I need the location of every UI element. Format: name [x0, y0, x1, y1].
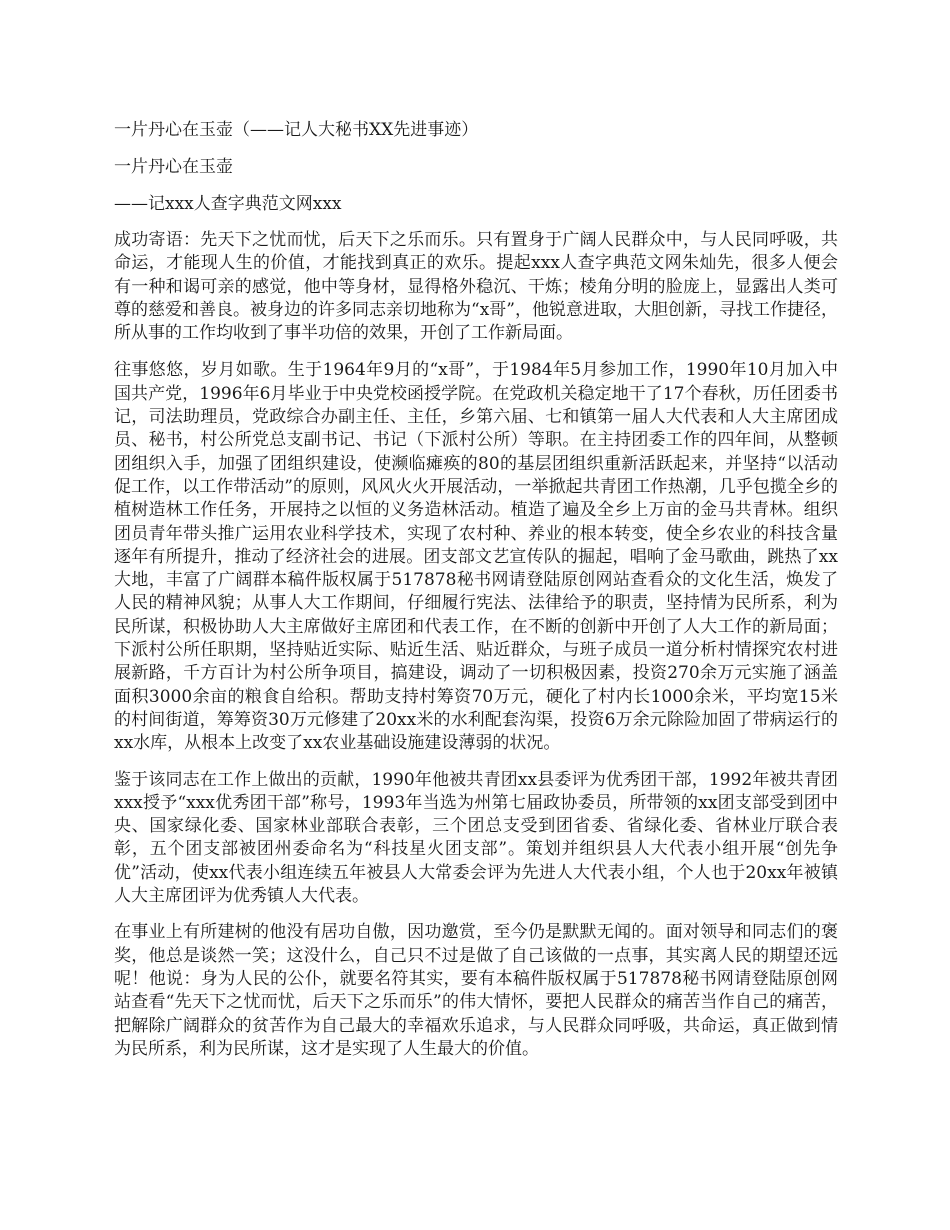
document-body: [114, 118, 838, 1074]
paragraph-values: 在事业上有所建树的他没有居功自傲，因功邀赏，至今仍是默默无闻的。面对领导和同志们的褒奖，他总是谈然一笑；这没什么，自己只不过是做了自己该做的一点事，其实离人民的期望还远呢！他说：身为人民的公仆，就要名符其实，要有本稿件版权属于517878秘书网请登陆原创网站查看“先天下之忧而忧，后天下之乐而乐”的伟大情怀，要把人民群众的痛苦当作自己的痛苦，把解除广阔群众的贫苦作为自己最大的幸福欢乐追求，与人民群众同呼吸，共命运，真正做到情为民所系，利为民所谋，这才是实现了人生最大的价值。: [114, 922, 838, 1059]
document-subtitle: 一片丹心在玉壶: [114, 157, 233, 177]
paragraph-intro: 成功寄语：先天下之忧而忧，后天下之乐而乐。只有置身于广阔人民群众中，与人民同呼吸，共命运，才能现人生的价值，才能找到真正的欢乐。提起xxx人查字典范文网朱灿先，很多人便会有一种和谒可亲的感觉，他中等身材，显得格外稳沉、干炼；棱角分明的脸庞上，显露出人类可尊的慈爱和善良。被身边的许多同志亲切地称为“x哥”，他锐意进取，大胆创新，寻找工作捷径，所从事的工作均收到了事半功倍的效果，开创了工作新局面。: [114, 230, 838, 344]
document-byline: ——记xxx人查字典范文网xxx: [114, 194, 342, 214]
paragraph-honors: 鉴于该同志在工作上做出的贡献，1990年他被共青团xx县委评为优秀团干部，1992年被共青团xxx授予“xxx优秀团干部”称号，1993年当选为州第七届政协委员，所带领的xx团支部受到团中央、国家绿化委、国家林业部联合表彰，三个团总支受到团省委、省绿化委、省林业厅联合表彰，五个团支部被团州委命名为“科技星火团支部”。策划并组织县人大代表小组开展“创先争优”活动，使xx代表小组连续五年被县人大常委会评为先进人大代表小组，个人也于20xx年被镇人大主席团评为优秀镇人大代表。: [114, 769, 838, 907]
document-title: 一片丹心在玉壶（——记人大秘书XX先进事迹）: [114, 120, 479, 140]
paragraph-career: 往事悠悠，岁月如歌。生于1964年9月的“x哥”，于1984年5月参加工作，1990年10月加入中国共产党，1996年6月毕业于中央党校函授学院。在党政机关稳定地干了17个春秋，历任团委书记，司法助理员，党政综合办副主任、主任，乡第六届、七和镇第一届人大代表和人大主席团成员、秘书，村公所党总支副书记、书记（下派村公所）等职。在主持团委工作的四年间，从整顿团组织入手，加强了团组织建设，使濒临瘫痪的80的基层团组织重新活跃起来，并坚持“以活动促工作，以工作带活动”的原则，风风火火开展活动，一举掀起共青团工作热潮，几乎包揽全乡的植树造林工作任务，开展持之以恒的义务造林活动。植造了遍及全乡上万亩的金马共青林。组织团员青年带头推广运用农业科学技术，实现了农村种、养业的根本转变，使全乡农业的科技含量逐年有所提升，推动了经济社会的进展。团支部文艺宣传队的掘起，唱响了金马歌曲，跳热了xx大地，丰富了广阔群本稿件版权属于517878秘书网请登陆原创网站查看众的文化生活，焕发了人民的精神风貌；从事人大工作期间，仔细履行宪法、法律给予的职责，坚持情为民所系，利为民所谋，积极协助人大主席做好主席团和代表工作，在不断的创新中开创了人大工作的新局面；下派村公所任职期，坚持贴近实际、贴近生活、贴近群众，与班子成员一道分析村情探究农村进展新路，千方百计为村公所争项目，搞建设，调动了一切积极因素，投资270余万元实施了涵盖面积3000余亩的粮食自给积。帮助支持村筹资70万元，硬化了村内长1000余米，平均宽15米的村间街道，筹筹资30万元修建了20xx米的水利配套沟渠，投资6万余元除险加固了带病运行的xx水库，从根本上改变了xx农业基础设施建设薄弱的状况。: [114, 360, 838, 754]
